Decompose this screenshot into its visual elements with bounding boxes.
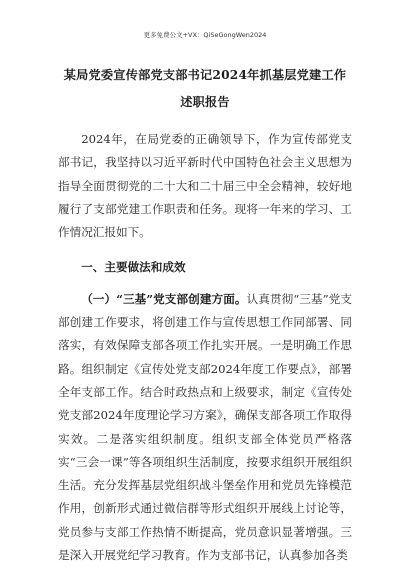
section-heading-main-practices: 一、主要做法和成效 [81, 260, 186, 275]
header-promo-note: 更多免费公文+VX：QiSeGongWen2024 [143, 31, 267, 39]
intro-paragraph: 2024年，在局党委的正确领导下，作为宣传部党支部书记，我坚持以习近平新时代中国特色社会主义思想为指导全面贯彻党的二十大和二十届三中全会精神，较好地履行了支部党建工作职责和任务。现将一年来的学习、工作情况汇报如下。 [58, 132, 352, 240]
subsection-heading-san-ji: （一）“三基”党支部创建方面。 [81, 291, 247, 306]
subsection-paragraph-san-ji [58, 288, 352, 568]
document-title: 某局党委宣传部党支部书记2024年抓基层党建工作述职报告 [63, 68, 347, 109]
document-page [58, 62, 352, 567]
subsection-body-san-ji: 认真贯彻“三基”党支部创建工作要求，将创建工作与宣传思想工作同部署、同落实，有效保障支部各项工作扎实开展。一是明确工作思路。组织制定《宣传处党支部2024年度工作要点》，部署全年支部工作。结合时政热点和上级要求，制定《宣传处党支部2024年度理论学习方案》，确保支部各项工作取得实效。二是落实组织制度。组织支部全体党员严格落实“三会一课”等各项组织生活制度，按要求组织开展组织生活。充分发挥基层党组织战斗堡垒作用和党员先锋模范作用，创新形式通过微信群等形式组织开展线上讨论等，党员参与支部工作热情不断提高，党员意识显著增强。三是深入开展党纪学习教育。作为支部书记，认真参加各类 [58, 291, 353, 563]
